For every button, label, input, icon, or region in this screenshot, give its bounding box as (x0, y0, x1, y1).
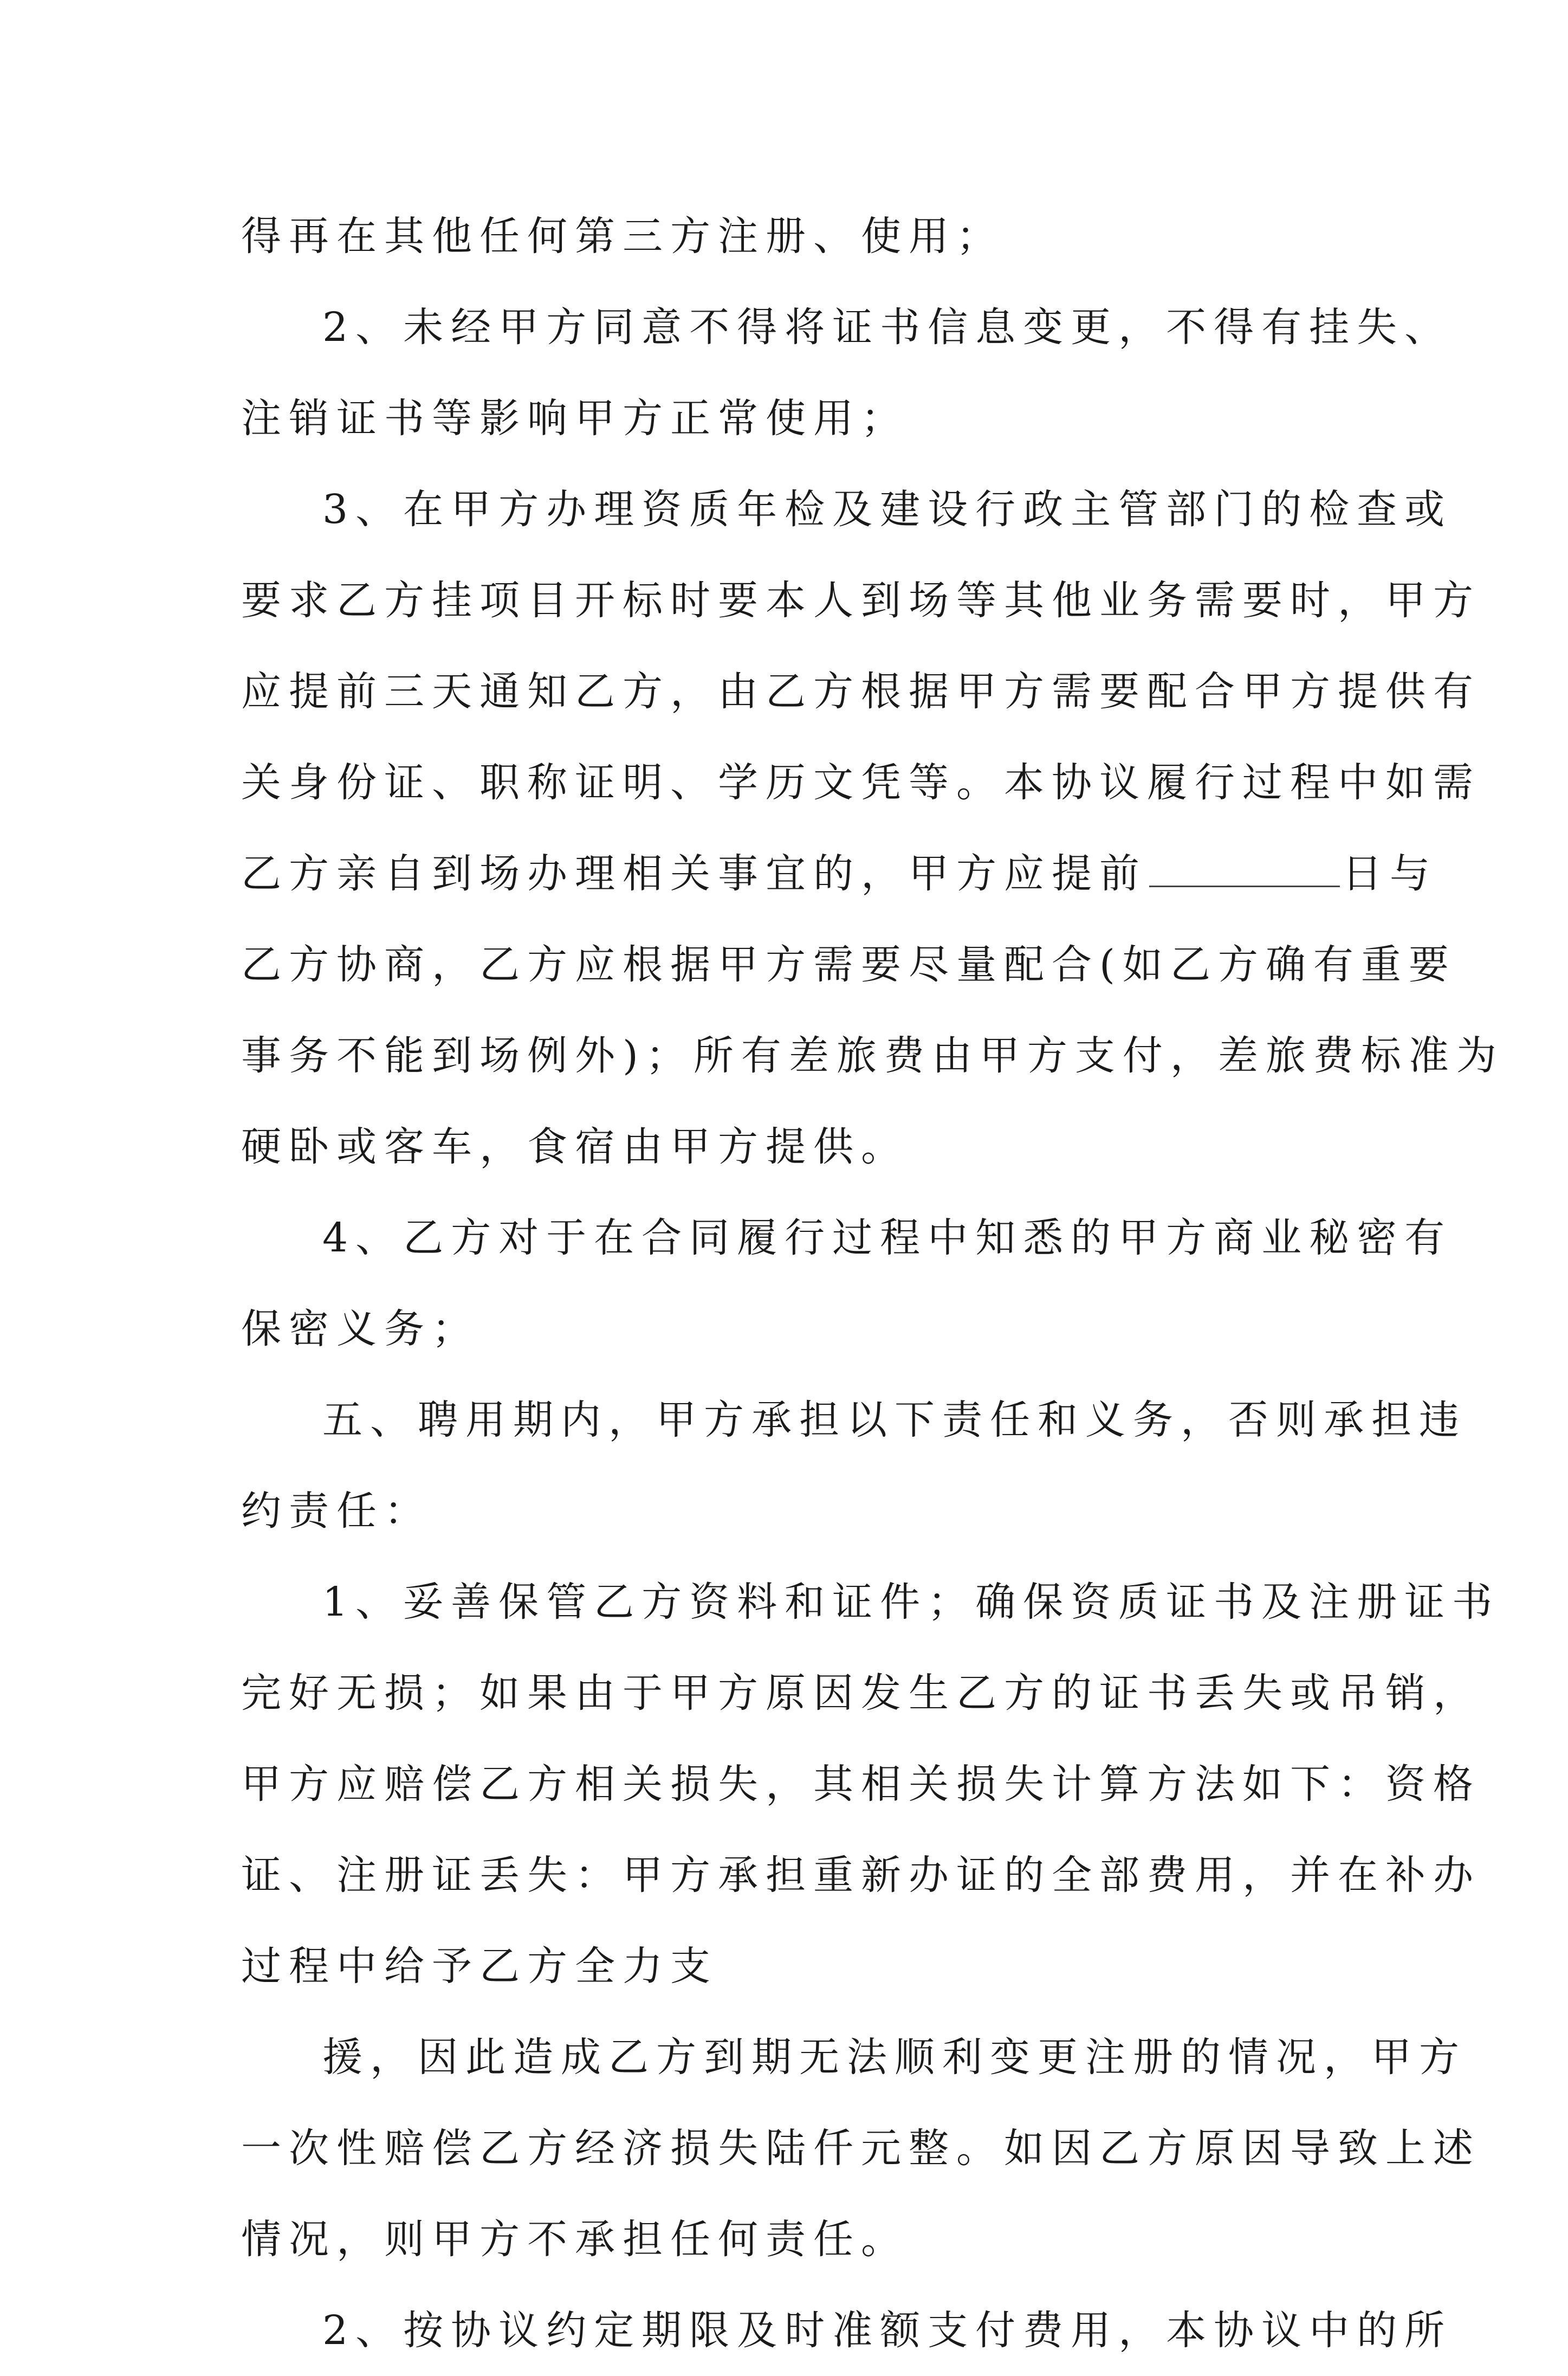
text-line: 注销证书等影响甲方正常使用； (241, 395, 909, 442)
text-line: 要求乙方挂项目开标时要本人到场等其他业务需要时，甲方 (241, 577, 1481, 624)
text-segment: 日与 (1342, 850, 1437, 897)
text-segment: 乙方亲自到场办理相关事宜的，甲方应提前 (241, 850, 1147, 897)
text-line: 应提前三天通知乙方，由乙方根据甲方需要配合甲方提供有 (241, 668, 1481, 715)
section-heading: 五、聘用期内，甲方承担以下责任和义务，否则承担违 (322, 1397, 1467, 1443)
text-line: 乙方协商，乙方应根据甲方需要尽量配合(如乙方确有重要 (241, 941, 1456, 988)
text-line: 2、未经甲方同意不得将证书信息变更，不得有挂失、 (322, 304, 1453, 351)
text-line: 事务不能到场例外)；所有差旅费由甲方支付，差旅费标准为 (241, 1032, 1504, 1079)
text-line: 证、注册证丢失：甲方承担重新办证的全部费用，并在补办 (241, 1852, 1481, 1899)
text-line: 4、乙方对于在合同履行过程中知悉的甲方商业秘密有 (322, 1215, 1453, 1261)
text-line: 情况，则甲方不承担任何责任。 (241, 2216, 909, 2263)
text-line: 关身份证、职称证明、学历文凭等。本协议履行过程中如需 (241, 759, 1481, 806)
text-line: 3、在甲方办理资质年检及建设行政主管部门的检查或 (322, 486, 1453, 533)
text-line: 一次性赔偿乙方经济损失陆仟元整。如因乙方原因导致上述 (241, 2125, 1481, 2172)
text-line (241, 828, 1437, 919)
fill-in-blank (1149, 882, 1340, 887)
text-line: 硬卧或客车，食宿由甲方提供。 (241, 1124, 909, 1170)
text-line: 援，因此造成乙方到期无法顺利变更注册的情况，甲方 (322, 2034, 1467, 2081)
text-line: 过程中给予乙方全力支 (241, 1943, 718, 1990)
text-line: 保密义务； (241, 1306, 480, 1352)
text-line: 完好无损；如果由于甲方原因发生乙方的证书丢失或吊销， (241, 1670, 1481, 1716)
text-line: 1、妥善保管乙方资料和证件；确保资质证书及注册证书 (322, 1579, 1500, 1625)
document-body (241, 191, 1504, 2376)
text-line: 甲方应赔偿乙方相关损失，其相关损失计算方法如下：资格 (241, 1761, 1481, 1807)
text-line: 得再在其他任何第三方注册、使用； (241, 213, 1004, 260)
text-line: 约责任： (241, 1488, 432, 1534)
text-line: 2、按协议约定期限及时准额支付费用，本协议中的所 (322, 2307, 1453, 2354)
